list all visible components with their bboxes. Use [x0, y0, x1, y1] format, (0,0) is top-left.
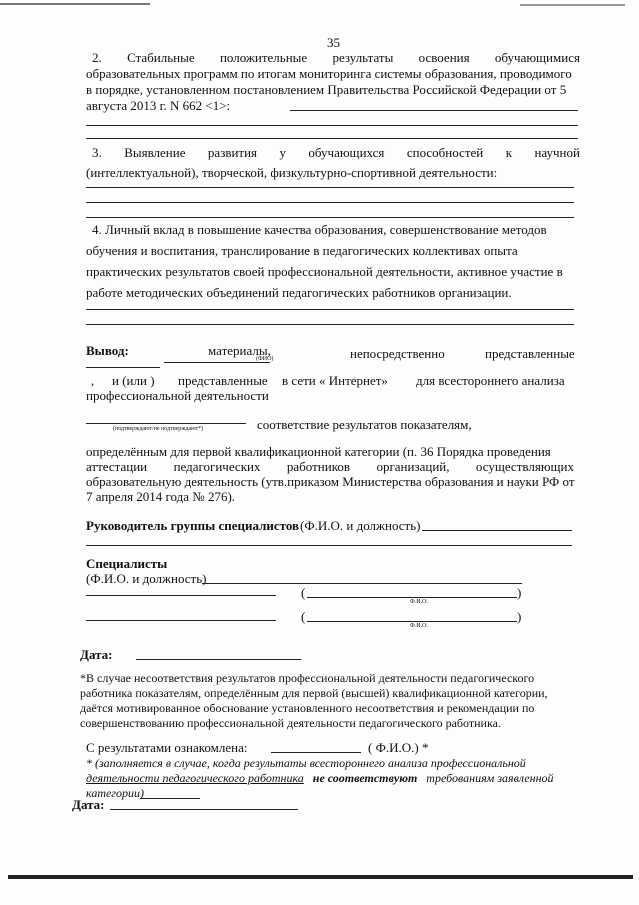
- fill-line: [86, 423, 246, 424]
- def-word-2: педагогических: [173, 459, 261, 474]
- note-line-2: работника показателям, определённым для первой (высшей) квалификационной категории,: [80, 686, 548, 700]
- section-2-line-1: [92, 50, 580, 65]
- scan-bottom-edge: [8, 875, 633, 879]
- conclusion-materials: материалы,: [208, 343, 271, 358]
- def-line-4: 7 апреля 2014 года № 276).: [86, 489, 236, 504]
- conclusion-activity: профессиональной деятельности: [86, 388, 269, 403]
- fill-line: [164, 362, 270, 363]
- section-3-line-1: [92, 145, 580, 160]
- date-label: Дата:: [80, 647, 113, 662]
- conclusion-or: и (или ): [112, 373, 155, 388]
- conclusion-presented-2: представленные: [178, 373, 268, 388]
- fill-line: [86, 545, 572, 546]
- fio-small-2: Ф.И.О.: [410, 623, 428, 629]
- acquaint-note-2: [86, 771, 554, 786]
- section-4-line-3: практических результатов своей профессиональной деятельности, активное участие в: [86, 264, 563, 279]
- fill-line: [86, 202, 574, 203]
- conclusion-purpose: для всестороннего анализа: [416, 373, 565, 388]
- s2-word-2: положительные: [219, 50, 308, 65]
- s3-word-4: обучающихся: [308, 145, 385, 160]
- s2-word-4: освоения: [418, 50, 470, 65]
- fill-line: [86, 187, 574, 188]
- paren-close-2: ): [517, 609, 522, 624]
- acquaint-note-2c: требованиям заявленной: [426, 771, 554, 785]
- fill-line: [271, 752, 361, 753]
- s3-word-1: Выявление: [124, 145, 186, 160]
- fill-line: [202, 583, 522, 584]
- s2-num: 2.: [92, 50, 102, 65]
- fio-small-1: Ф.И.О.: [410, 599, 428, 605]
- def-word-1: аттестации: [86, 459, 148, 474]
- head-group-fio: (Ф.И.О. и должность): [300, 518, 421, 533]
- fio-hint: (ФИО): [256, 356, 274, 362]
- conclusion-label: Вывод:: [86, 343, 129, 358]
- fill-line: [140, 798, 200, 799]
- acquaint-label: С результатами ознакомлена:: [86, 740, 248, 755]
- section-4-line-4: работе методических объединений педагогических работников организации.: [86, 285, 512, 300]
- fill-line: [86, 217, 574, 218]
- fill-line: [136, 659, 301, 660]
- conclusion-compliance: соответствие результатов показателям,: [257, 417, 472, 432]
- section-2-line-3: в порядке, установленном постановлением Правительства Российской Федерации от 5: [86, 82, 567, 97]
- specialists-fio: (Ф.И.О. и должность): [86, 571, 207, 586]
- page-number: 35: [327, 35, 340, 50]
- scan-artifact-right: [520, 4, 625, 6]
- fill-line: [86, 125, 578, 126]
- s3-num: 3.: [92, 145, 102, 160]
- fill-line: [86, 367, 160, 368]
- note-line-1: *В случае несоответствия результатов профессиональной деятельности педагогического: [80, 671, 535, 685]
- def-word-5: осуществляющих: [475, 459, 574, 474]
- conclusion-comma: ,: [91, 373, 95, 388]
- note-line-4: совершенствованию профессиональной деятельности педагогического работника.: [80, 716, 501, 730]
- acquaint-note-1: * (заполняется в случае, когда результаты всестороннего анализа профессиональной: [86, 756, 526, 770]
- acquaint-note-3: категории): [86, 786, 144, 800]
- def-line-1: определённым для первой квалификационной категории (п. 36 Порядка проведения: [86, 444, 551, 459]
- conclusion-internet: в сети « Интернет»: [282, 373, 388, 388]
- fill-line: [290, 110, 578, 111]
- fill-line: [307, 621, 517, 622]
- fill-line: [110, 809, 298, 810]
- section-2-line-2: образовательных программ по итогам мониторинга системы образования, проводимого: [86, 66, 572, 81]
- conclusion-presented: представленные: [485, 346, 575, 361]
- fill-line: [307, 597, 517, 598]
- fill-line: [86, 324, 574, 325]
- s2-word-5: обучающимися: [494, 50, 580, 65]
- fill-line: [422, 530, 572, 531]
- s3-word-3: у: [279, 145, 286, 160]
- paren-open-2: (: [301, 609, 306, 624]
- fill-line: [86, 138, 578, 139]
- s3-word-7: научной: [534, 145, 580, 160]
- acquaint-note-2b: не соответствуют: [312, 771, 418, 785]
- section-4-line-1: 4. Личный вклад в повышение качества образования, совершенствование методов: [92, 222, 547, 237]
- def-line-3: образовательную деятельность (утв.приказом Министерства образования и науки РФ от: [86, 474, 575, 489]
- specialists-label: Специалисты: [86, 556, 168, 571]
- fill-line: [86, 309, 574, 310]
- s3-word-2: развития: [207, 145, 258, 160]
- conclusion-directly: непосредственно: [350, 346, 445, 361]
- fill-line: [86, 595, 276, 596]
- paren-open-1: (: [301, 585, 306, 600]
- section-2-line-4: августа 2013 г. N 662 <1>:: [86, 98, 231, 113]
- head-group-label: Руководитель группы специалистов: [86, 518, 300, 533]
- fill-line: [86, 620, 276, 621]
- s3-word-6: к: [505, 145, 513, 160]
- def-line-2: [86, 459, 574, 474]
- section-3-line-2: (интеллектуальной), творческой, физкультурно-спортивной деятельности:: [86, 165, 498, 180]
- paren-close-1: ): [517, 585, 522, 600]
- s2-word-1: Стабильные: [127, 50, 195, 65]
- acquaint-fio: ( Ф.И.О.) *: [368, 740, 429, 755]
- note-line-3: даётся мотивированное обоснование установленного несоответствия и рекомендации по: [80, 701, 535, 715]
- confirm-hint: (подтверждают/не подтверждают*): [113, 426, 204, 432]
- acquaint-note-2a: деятельности педагогического работника: [86, 771, 304, 785]
- s2-word-3: результаты: [332, 50, 394, 65]
- scan-artifact-left: [0, 3, 150, 5]
- def-word-4: организаций,: [376, 459, 450, 474]
- section-4-line-2: обучения и воспитания, транслирование в педагогических коллективах опыта: [86, 243, 518, 258]
- s3-word-5: способностей: [406, 145, 484, 160]
- acquaint-date-label: Дата:: [72, 797, 105, 812]
- def-word-3: работников: [286, 459, 351, 474]
